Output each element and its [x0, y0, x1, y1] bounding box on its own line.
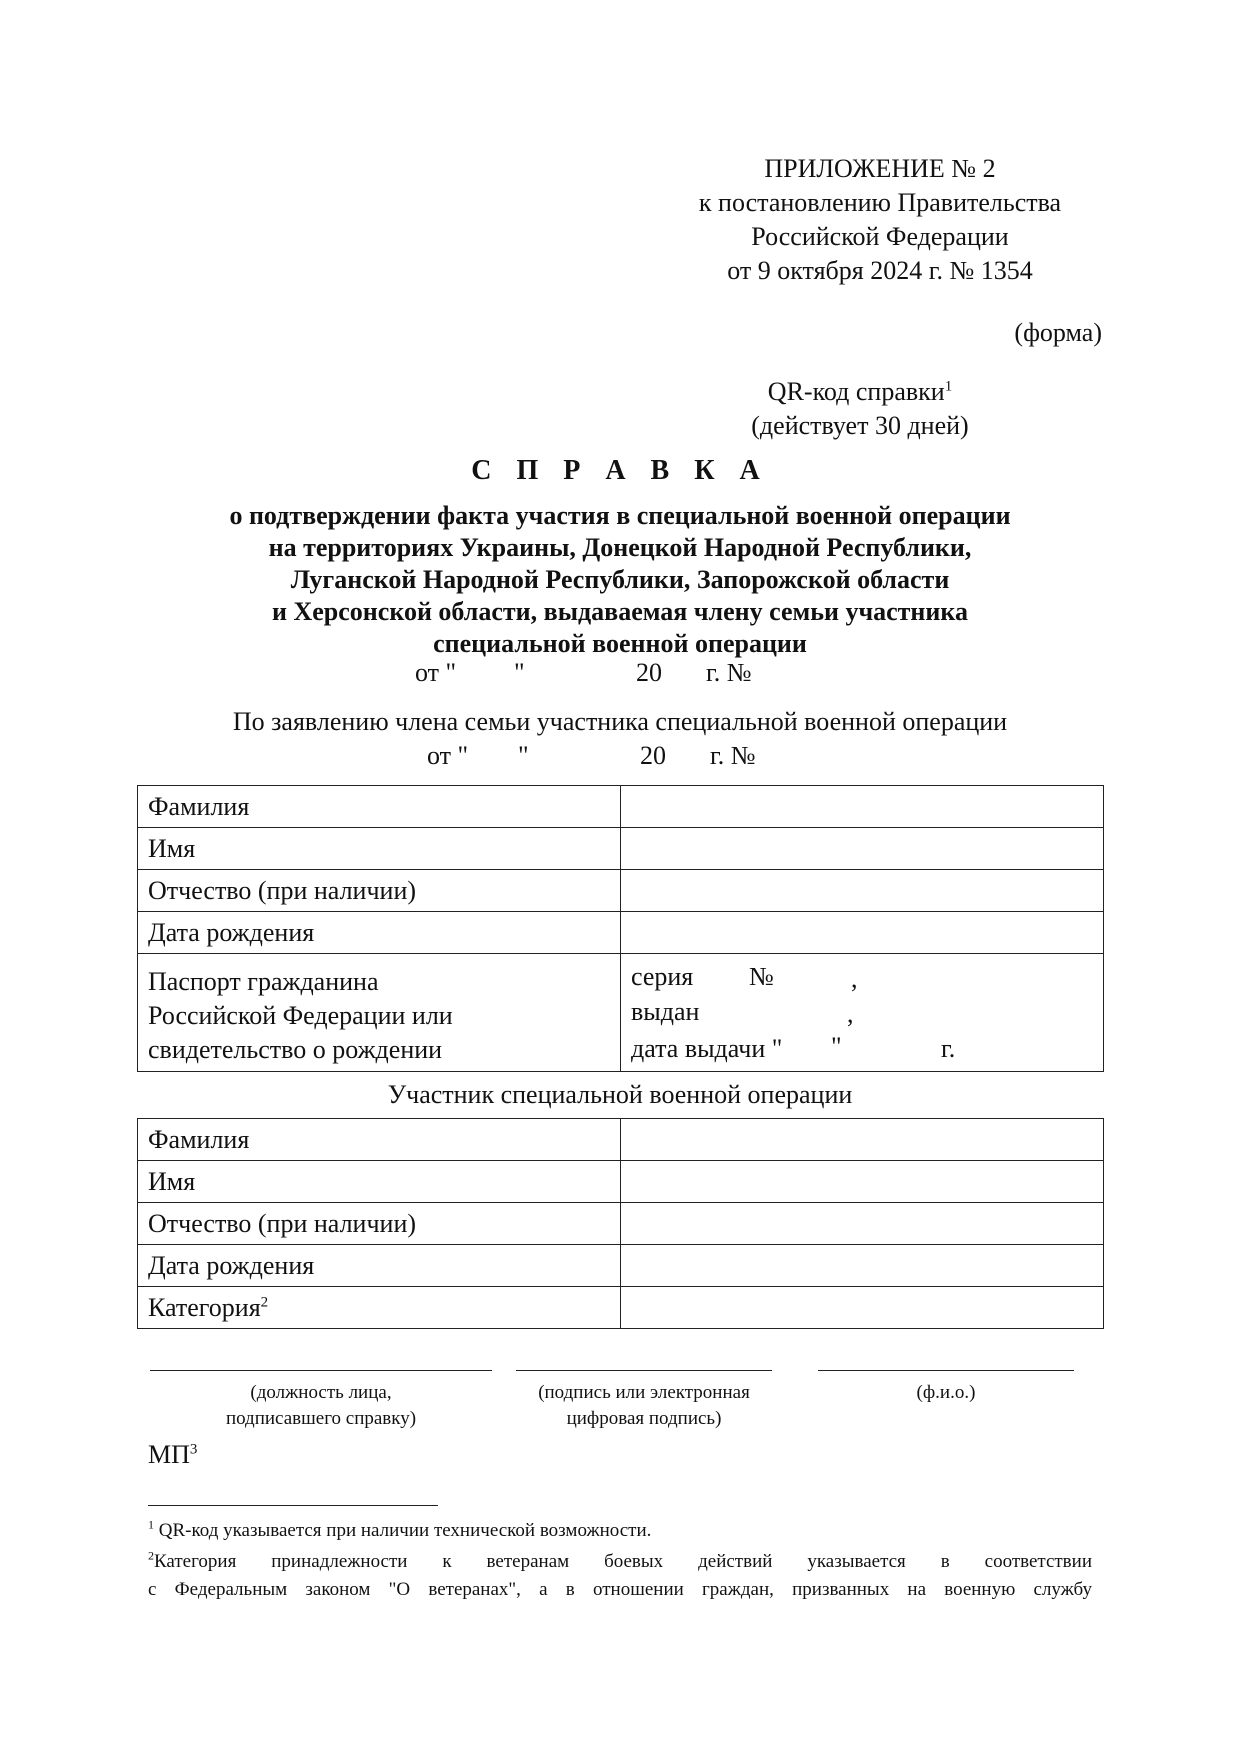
participant-birth-date-field[interactable]	[621, 1245, 1104, 1287]
stamp-text: МП	[148, 1440, 190, 1469]
participant-category-label	[138, 1287, 621, 1329]
participant-surname-field[interactable]	[621, 1119, 1104, 1161]
participant-table	[137, 1118, 1104, 1329]
table-row	[138, 1203, 1104, 1245]
participant-birth-date-label: Дата рождения	[138, 1245, 621, 1287]
fio-signature-line[interactable]	[818, 1370, 1074, 1371]
stamp-place	[148, 1440, 197, 1470]
appendix-government: Российской Федерации	[751, 222, 1009, 251]
position-caption-line-2: подписавшего справку)	[225, 1408, 417, 1429]
position-caption	[150, 1380, 492, 1432]
patronymic-field[interactable]	[621, 870, 1104, 912]
appendix-title: ПРИЛОЖЕНИЕ № 2	[764, 154, 996, 183]
footnote-divider	[148, 1505, 438, 1506]
passport-comma-2: ,	[847, 999, 854, 1028]
certificate-date-quote: "	[514, 658, 525, 687]
signature-caption	[506, 1380, 782, 1432]
certificate-date-from: от "	[415, 658, 457, 687]
fio-caption: (ф.и.о.)	[916, 1382, 976, 1403]
application-date-from: от "	[427, 741, 469, 770]
category-text: Категория	[148, 1292, 261, 1322]
birth-date-field[interactable]	[621, 912, 1104, 954]
footnote-1	[148, 1517, 652, 1542]
patronymic-label: Отчество (при наличии)	[138, 870, 621, 912]
table-row	[138, 912, 1104, 954]
table-row	[138, 1119, 1104, 1161]
table-row	[138, 828, 1104, 870]
qr-code-placeholder	[680, 375, 1040, 443]
qr-label: QR-код справки	[767, 377, 945, 406]
subtitle-line-1: о подтверждении факта участия в специальной военной операции	[229, 501, 1011, 530]
signature-line[interactable]	[516, 1370, 772, 1371]
document-title: С П Р А В К А	[471, 455, 769, 486]
passport-issue-year-suffix: г.	[941, 1034, 956, 1063]
position-signature-line[interactable]	[150, 1370, 492, 1371]
application-date-number: г. №	[710, 741, 756, 770]
passport-details-field[interactable]	[621, 954, 1104, 1072]
application-date-line	[0, 741, 1240, 775]
surname-label: Фамилия	[138, 786, 621, 828]
footnote-2-line-2: с Федеральным законом "О ветеранах", а в отношении граждан, призванных на военную службу	[148, 1579, 1092, 1600]
passport-label-line-1: Паспорт гражданина	[148, 966, 379, 996]
passport-label	[138, 954, 621, 1072]
footnote-2	[148, 1548, 1092, 1604]
qr-label-line	[680, 375, 1040, 409]
application-label: По заявлению члена семьи участника специальной военной операции	[232, 707, 1008, 736]
footnote-2-line-1	[148, 1548, 1092, 1576]
signature-caption-line-2: цифровая подпись)	[566, 1408, 722, 1429]
document-subtitle	[120, 500, 1120, 660]
participant-name-label: Имя	[138, 1161, 621, 1203]
birth-date-label: Дата рождения	[138, 912, 621, 954]
participant-heading: Участник специальной военной операции	[387, 1080, 853, 1109]
form-note: (форма)	[1014, 318, 1102, 347]
appendix-header	[640, 152, 1120, 288]
passport-issue-date-quote: "	[831, 1032, 842, 1061]
participant-patronymic-field[interactable]	[621, 1203, 1104, 1245]
appendix-decree: к постановлению Правительства	[698, 188, 1062, 217]
table-row	[138, 786, 1104, 828]
subtitle-line-5: специальной военной операции	[433, 629, 807, 658]
appendix-date: от 9 октября 2024 г. № 1354	[727, 256, 1033, 285]
passport-number-label: №	[749, 962, 774, 991]
application-date-quote: "	[518, 741, 529, 770]
passport-label-line-2: Российской Федерации или	[148, 1000, 453, 1030]
table-row	[138, 870, 1104, 912]
footnote-2-line-1-text: Категория принадлежности к ветеранам боевых действий указывается в соответствии	[154, 1551, 1092, 1572]
passport-label-line-3: свидетельство о рождении	[148, 1034, 443, 1064]
passport-comma-1: ,	[851, 964, 858, 993]
table-row	[138, 954, 1104, 1072]
position-caption-line-1: (должность лица,	[250, 1382, 392, 1403]
table-row	[138, 1161, 1104, 1203]
qr-footnote-mark: 1	[944, 378, 953, 395]
signature-caption-line-1: (подпись или электронная	[538, 1382, 750, 1403]
name-label: Имя	[138, 828, 621, 870]
surname-field[interactable]	[621, 786, 1104, 828]
table-row	[138, 1287, 1104, 1329]
passport-issued-label: выдан	[631, 997, 700, 1026]
passport-series-label: серия	[631, 962, 694, 991]
participant-name-field[interactable]	[621, 1161, 1104, 1203]
subtitle-line-2: на территориях Украины, Донецкой Народной Республики,	[268, 533, 972, 562]
stamp-footnote-mark: 3	[189, 1441, 198, 1458]
name-field[interactable]	[621, 828, 1104, 870]
passport-issue-date-label: дата выдачи "	[631, 1034, 783, 1063]
footnote-2-mark: 2	[148, 1548, 154, 1563]
participant-surname-label: Фамилия	[138, 1119, 621, 1161]
qr-validity: (действует 30 дней)	[751, 411, 969, 440]
family-member-table	[137, 785, 1104, 1072]
participant-category-field[interactable]	[621, 1287, 1104, 1329]
certificate-date-line	[0, 658, 1240, 692]
application-date-year: 20	[640, 741, 666, 770]
footnote-1-text: QR-код указывается при наличии технической возможности.	[158, 1520, 652, 1541]
category-footnote-mark: 2	[260, 1293, 269, 1310]
participant-patronymic-label: Отчество (при наличии)	[138, 1203, 621, 1245]
certificate-date-number: г. №	[706, 658, 752, 687]
subtitle-line-3: Луганской Народной Республики, Запорожской области	[290, 565, 950, 594]
subtitle-line-4: и Херсонской области, выдаваемая члену семьи участника	[272, 597, 968, 626]
certificate-date-year: 20	[636, 658, 662, 687]
footnote-1-mark: 1	[148, 1517, 154, 1532]
table-row	[138, 1245, 1104, 1287]
